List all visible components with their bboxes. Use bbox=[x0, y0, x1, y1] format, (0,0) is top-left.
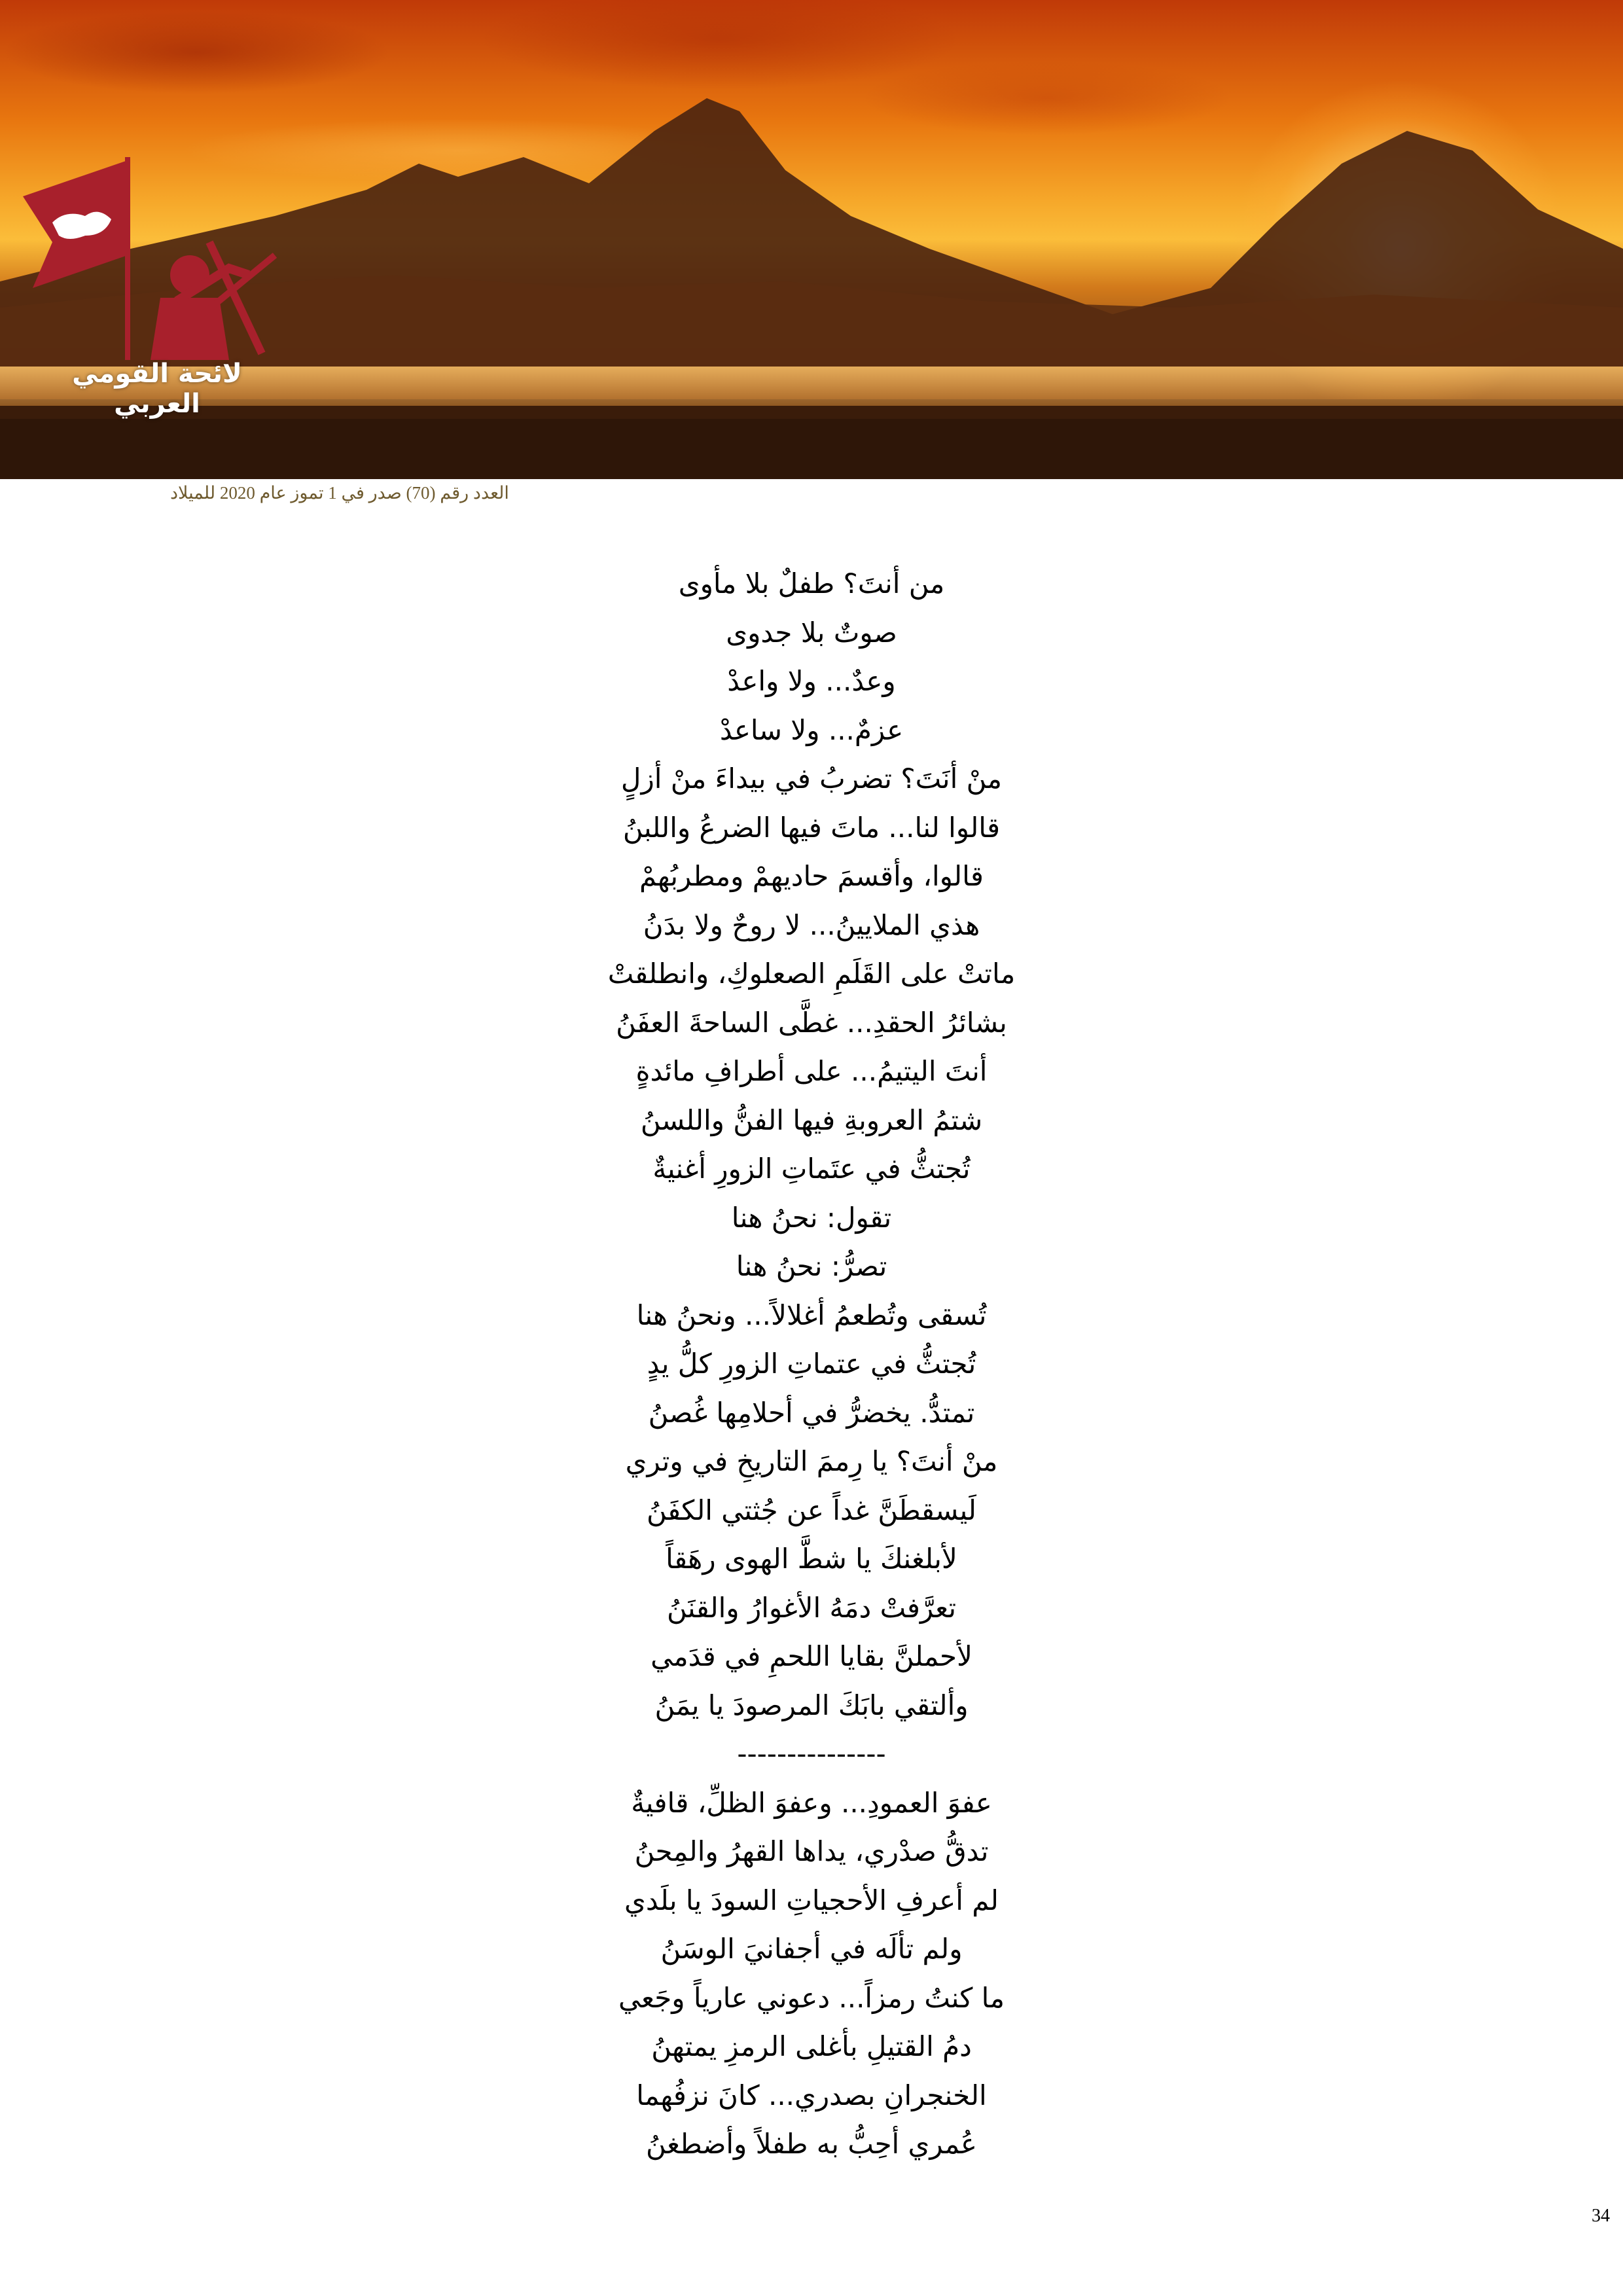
issue-line: العدد رقم (70) صدر في 1 تموز عام 2020 للميلاد bbox=[170, 483, 509, 503]
poem-line: قالوا لنا... ماتَ فيها الضرعُ واللبنُ bbox=[622, 811, 1001, 844]
poem-line: شتمُ العروبةِ فيها الفنُّ واللسنُ bbox=[640, 1103, 983, 1136]
poem-line: لأبلغنكَ يا شطَّ الهوى رهَقاً bbox=[666, 1543, 957, 1575]
poem-line: لَيسقطَنَّ غداً عن جُثتي الكفَنُ bbox=[647, 1494, 976, 1526]
poem-line: تُجتثُّ في عتَماتِ الزورِ أغنيةٌ bbox=[652, 1153, 971, 1185]
poem-line: تُسقى وتُطعمُ أغلالاً... ونحنُ هنا bbox=[636, 1299, 987, 1331]
poem-line: لأحملنَّ بقايا اللحمِ في قدَمي bbox=[651, 1640, 972, 1672]
poem-line: قالوا، وأقسمَ حاديهمْ ومطربُهمْ bbox=[639, 860, 984, 892]
page-number: 34 bbox=[1592, 2206, 1610, 2226]
poem bbox=[353, 560, 1270, 2169]
poem-line: الخنجرانِ بصدري... كانَ نزفُهما bbox=[636, 2079, 987, 2111]
poem-separator: --------------- bbox=[737, 1738, 886, 1770]
poem-line: وعدٌ... ولا واعدْ bbox=[727, 665, 896, 697]
poem-line: منْ أنتَ؟ يا رِممَ التاريخِ في وتري bbox=[625, 1445, 998, 1477]
poem-line: عُمري أحِبُّ به طفلاً وأضطغنُ bbox=[646, 2128, 977, 2160]
poem-line: من أنتَ؟ طفلٌ بلا مأوى bbox=[678, 567, 945, 600]
poem-line: أنتَ اليتيمُ... على أطرافِ مائدةٍ bbox=[635, 1055, 988, 1087]
poem-line: وألتقي بابَكَ المرصودَ يا يمَنُ bbox=[654, 1689, 969, 1721]
poem-line: ما كنتُ رمزاً... دعوني عارياً وجَعي bbox=[618, 1981, 1005, 2014]
poem-line: تقول: نحنُ هنا bbox=[731, 1201, 892, 1234]
poem-line: دمُ القتيلِ بأغلى الرمزِ يمتهنُ bbox=[651, 2030, 972, 2062]
poem-line: صوتٌ بلا جدوى bbox=[726, 616, 897, 649]
poem-line: منْ أنَتَ؟ تضربُ في بيداءَ منْ أزلٍ bbox=[620, 762, 1003, 795]
poem-line: عزمٌ... ولا ساعدْ bbox=[719, 713, 904, 746]
poem-line: بشائرُ الحقدِ... غطَّى الساحةَ العفَنُ bbox=[616, 1006, 1007, 1039]
poem-line: عفوَ العمودِ... وعفوَ الظلِّ، قافيةٌ bbox=[631, 1786, 992, 1819]
logo-text: لائحة القومي العربي bbox=[72, 359, 242, 419]
poem-line: تصرُّ: نحنُ هنا bbox=[736, 1250, 887, 1282]
poem-line: تعرَّفتْ دمَهُ الأغوارُ والقنَنُ bbox=[666, 1591, 957, 1624]
poem-line: تدقُّ صدْري، يداها القهرُ والمِحنُ bbox=[634, 1835, 989, 1867]
poem-line: ولم تألَه في أجفانيَ الوسَنُ bbox=[660, 1933, 963, 1965]
poem-line: لم أعرفِ الأحجياتِ السودَ يا بلَدي bbox=[624, 1884, 999, 1916]
poem-line: تُجتثُّ في عتماتِ الزورِ كلُّ يدٍ bbox=[647, 1348, 976, 1380]
poem-line: تمتدُّ. يخضرُّ في أحلامِها غُصنُ bbox=[648, 1396, 975, 1429]
poem-line: هذي الملايينُ... لا روحٌ ولا بدَنُ bbox=[643, 908, 980, 941]
poem-line: ماتتْ على القَلَمِ الصعلوكِ، وانطلقتْ bbox=[607, 958, 1016, 990]
